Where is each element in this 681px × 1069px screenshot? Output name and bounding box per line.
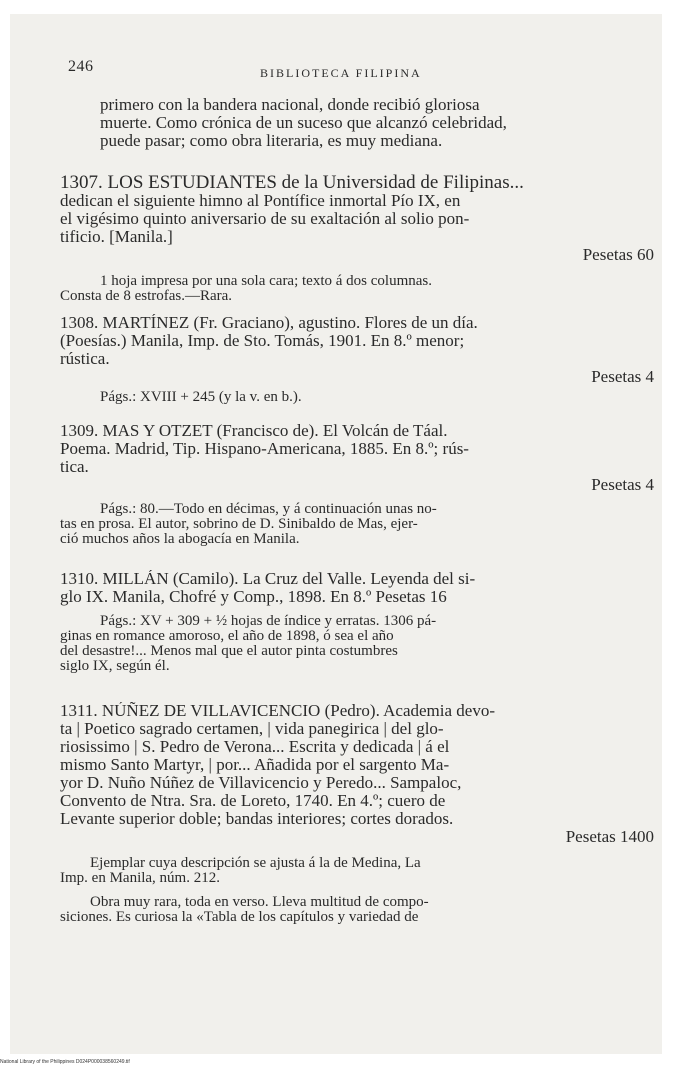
book-page [10,14,662,1054]
note-line: Obra muy rara, toda en verso. Lleva multitud de compo- [90,895,429,910]
entry-1309 [60,422,654,547]
entry-heading: 1310. MILLÁN (Camilo). La Cruz del Valle. Leyenda del si- [60,570,476,588]
text-line: ta | Poetico sagrado certamen, | vida panegirica | del glo- [60,720,444,738]
text-line: el vigésimo quinto aniversario de su exaltación al solio pon- [60,210,470,228]
page-number: 246 [68,58,94,75]
text-line: tificio. [Manila.] [60,228,173,246]
entry-1310 [60,570,654,674]
note-line: Consta de 8 estrofas.—Rara. [60,289,233,304]
price: Pesetas 60 [582,246,654,264]
price: Pesetas 4 [591,476,654,494]
entry-heading: 1309. MAS Y OTZET (Francisco de). El Volcán de Táal. [60,422,448,440]
text-line: mismo Santo Martyr, | por... Añadida por el sargento Ma- [60,756,450,774]
note-line: Ejemplar cuya descripción se ajusta á la de Medina, La [90,856,421,871]
note-line: Págs.: XV + 309 + ½ hojas de índice y erratas. 1306 pá- [100,614,437,629]
text-line: riosissimo | S. Pedro de Verona... Escrita y dedicada | á el [60,738,450,756]
entry-heading: 1308. MARTÍNEZ (Fr. Graciano), agustino. Flores de un día. [60,314,478,332]
entry-heading: 1311. NÚÑEZ DE VILLAVICENCIO (Pedro). Academia devo- [60,702,495,720]
note-line: siciones. Es curiosa la «Tabla de los capítulos y variedad de [60,910,419,925]
note-line: tas en prosa. El autor, sobrino de D. Sinibaldo de Mas, ejer- [60,517,418,532]
entry-heading: 1307. LOS ESTUDIANTES de la Universidad de Filipinas... [60,174,524,192]
text-line: Levante superior doble; bandas interiores; cortes dorados. [60,810,454,828]
text-line: Convento de Ntra. Sra. de Loreto, 1740. En 4.º; cuero de [60,792,446,810]
text-line: dedican el siguiente himno al Pontífice inmortal Pío IX, en [60,192,461,210]
price: Pesetas 4 [591,368,654,386]
text-line: primero con la bandera nacional, donde recibió gloriosa [100,96,480,114]
note-line: ció muchos años la abogacía en Manila. [60,532,300,547]
entry-1307 [60,174,654,304]
text-line: tica. [60,458,89,476]
text-line: puede pasar; como obra literaria, es muy mediana. [100,132,443,150]
continuation-paragraph [60,96,654,150]
note-line: Págs.: XVIII + 245 (y la v. en b.). [100,390,302,405]
note-line: 1 hoja impresa por una sola cara; texto á dos columnas. [100,274,432,289]
entry-1311 [60,702,654,925]
note-line: Págs.: 80.—Todo en décimas, y á continuación unas no- [100,502,437,517]
note-line: siglo IX, según él. [60,659,170,674]
note-line: del desastre!... Menos mal que el autor pinta costumbres [60,644,398,659]
text-line: rústica. [60,350,110,368]
running-title: BIBLIOTECA FILIPINA [260,66,422,80]
scan-credit: National Library of the Philippines D024P000038560249.tif [0,1059,130,1065]
text-line: glo IX. Manila, Chofré y Comp., 1898. En 8.º Pesetas 16 [60,588,447,606]
note-line: ginas en romance amoroso, el año de 1898, ó sea el año [60,629,394,644]
text-line: muerte. Como crónica de un suceso que alcanzó celebridad, [100,114,507,132]
note-line: Imp. en Manila, núm. 212. [60,871,220,886]
price: Pesetas 1400 [565,828,654,846]
text-line: (Poesías.) Manila, Imp. de Sto. Tomás, 1901. En 8.º menor; [60,332,465,350]
entry-1308 [60,314,654,405]
text-line: yor D. Nuño Núñez de Villavicencio y Peredo... Sampaloc, [60,774,462,792]
text-line: Poema. Madrid, Tip. Hispano-Americana, 1885. En 8.º; rús- [60,440,469,458]
